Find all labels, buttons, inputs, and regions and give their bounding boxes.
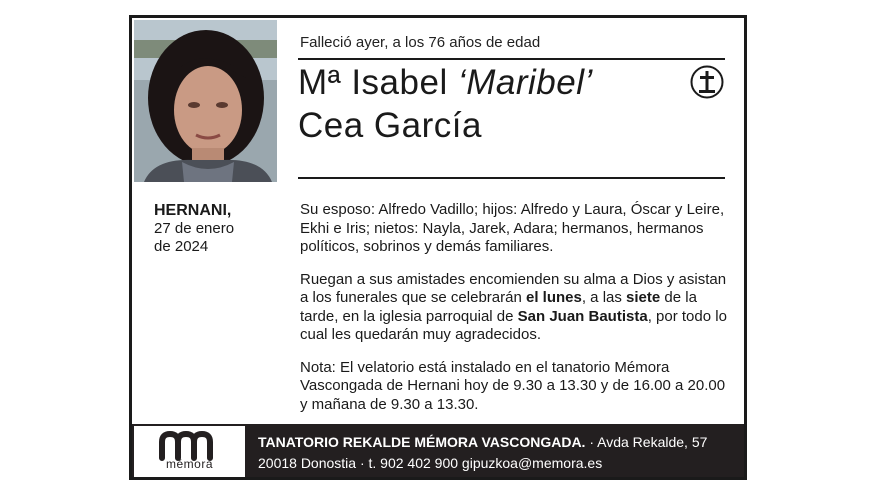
- last-name: Cea García: [298, 106, 482, 145]
- request-hour: siete: [626, 289, 661, 306]
- funeral-home-address: · Avda Rekalde, 57: [585, 434, 708, 450]
- request-text-3: de la tarde, en la iglesia parroquial de: [300, 289, 697, 325]
- date-line-2: de 2024: [154, 238, 209, 255]
- first-name: Mª Isabel: [298, 63, 448, 102]
- cross-icon: [690, 65, 724, 99]
- footer-line-2: 20018 Donostia · t. 902 402 900 gipuzkoa@memora.es: [258, 455, 603, 471]
- request-day: el lunes: [525, 289, 582, 306]
- deceased-name: [298, 63, 593, 103]
- request-text-1: Ruegan a sus amistades encomienden su alma a Dios y asistan a los funerales que se celebrarán: [300, 270, 727, 306]
- memora-logo-icon: [134, 426, 245, 477]
- place-date: [154, 202, 234, 256]
- footer-line-1: [258, 434, 707, 450]
- notice-body: [300, 201, 730, 428]
- request-text-4: , por todo lo cual les quedarán muy agradecidos.: [300, 307, 727, 343]
- request-paragraph: [300, 271, 730, 345]
- date-line-1: 27 de enero: [154, 220, 235, 237]
- subtitle: Falleció ayer, a los 76 años de edad: [300, 34, 541, 51]
- logo-text: mémora: [165, 457, 213, 471]
- obituary-card: [129, 15, 747, 480]
- family-paragraph: Su esposo: Alfredo Vadillo; hijos: Alfredo y Laura, Óscar y Leire, Ekhi e Iris; nietos: Nayla, Jarek, Adara; hermanos, hermanos políticos, sobrinos y demás familiares.: [300, 201, 725, 255]
- top-divider: [298, 58, 725, 60]
- nickname: ‘Maribel’: [457, 63, 593, 102]
- footer-bar: [132, 424, 744, 477]
- note-paragraph: Nota: El velatorio está instalado en el tanatorio Mémora Vascongada de Hernani hoy de 9.30 a 13.30 y de 16.00 a 20.00 y mañana de 9.30 a 13.30.: [300, 358, 726, 413]
- request-church: San Juan Bautista: [517, 307, 648, 325]
- middle-divider: [298, 177, 725, 179]
- place: HERNANI,: [154, 202, 232, 219]
- request-text-2: , a las: [581, 289, 627, 306]
- deceased-photo: [134, 20, 277, 182]
- funeral-home-name: TANATORIO REKALDE MÉMORA VASCONGADA.: [258, 434, 586, 450]
